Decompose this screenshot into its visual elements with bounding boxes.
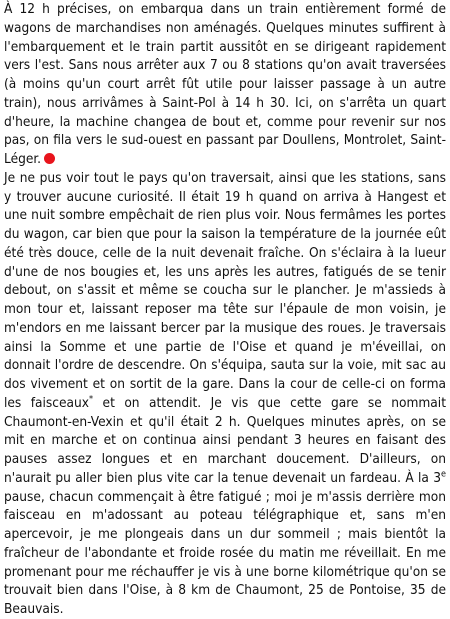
paragraph-2-text-part-2: et on attendit. Je vis que cette gare se nommait Chaumont-en-Vexin et qu'il était 2 h. Quelques minutes après, on se mit en marche et on continua ainsi pendant 3 heures en faisant des pauses assez longues et en marchant doucement. D'ailleurs, on n'aurait pu aller bien plus vite car la tenue devenait un fardeau. À la 3 xyxy=(4,394,446,486)
ordinal-suffix: e xyxy=(441,469,446,480)
paragraph-1-text: À 12 h précises, on embarqua dans un train entièrement formé de wagons de marchandises non aménagés. Quelques minutes suffirent à l'embarquement et le train partit aussitôt en se dirigeant rapidement vers l'est. Sans nous arrêter aux 7 ou 8 stations qu'on avait traversées (à moins qu'un court arrêt fût utile pour laisser passage à un autre train), nous arrivâmes à Saint-Pol à 14 h 30. Ici, on s'arrêta un quart d'heure, la machine changea de bout et, comme pour revenir sur nos pas, on fila vers le sud-ouest en passant par Doullens, Montrolet, Saint-Léger. xyxy=(4,1,446,167)
footnote-mark: * xyxy=(89,394,94,405)
document-page xyxy=(4,0,446,617)
paragraph-2-text-part-3: pause, chacun commençait à être fatigué ; moi je m'assis derrière mon faisceau en m'adossant au poteau télégraphique et, sans m'en apercevoir, je me plongeais dans un dur sommeil ; mais bientôt la fraîcheur de l'abondante et froide rosée du matin me réveillait. En me promenant pour me réchauffer je vis à une borne kilométrique qu'on se trouvait bien dans l'Oise, à 8 km de Chaumont, 25 de Pontoise, 35 de Beauvais. xyxy=(4,488,446,617)
red-dot-marker-icon xyxy=(44,153,55,164)
paragraph-2-text-part-1: Je ne pus voir tout le pays qu'on traversait, ainsi que les stations, sans y trouver aucune curiosité. Il était 19 h quand on arriva à Hangest et une nuit sombre empêchait de rien plus voir. Nous fermâmes les portes du wagon, car bien que pour la saison la température de la journée eût été très douce, celle de la nuit devenait fraîche. On s'éclaira à la lueur d'une de nos bougies et, les uns après les autres, fatigués de se tenir debout, on s'assit et même se coucha sur le plancher. Je m'assieds à mon tour et, laissant reposer ma tête sur l'épaule de mon voisin, je m'endors en me laissant bercer par la musique des roues. Je traversais ainsi la Somme et une partie de l'Oise et quand je m'éveillai, on donnait l'ordre de descendre. On s'équipa, sauta sur la voie, mit sac au dos vivement et on sortit de la gare. Dans la cour de celle-ci on forma les faisceaux xyxy=(4,169,446,411)
paragraph-night-arrival xyxy=(4,169,446,619)
paragraph-train-journey xyxy=(4,0,446,169)
